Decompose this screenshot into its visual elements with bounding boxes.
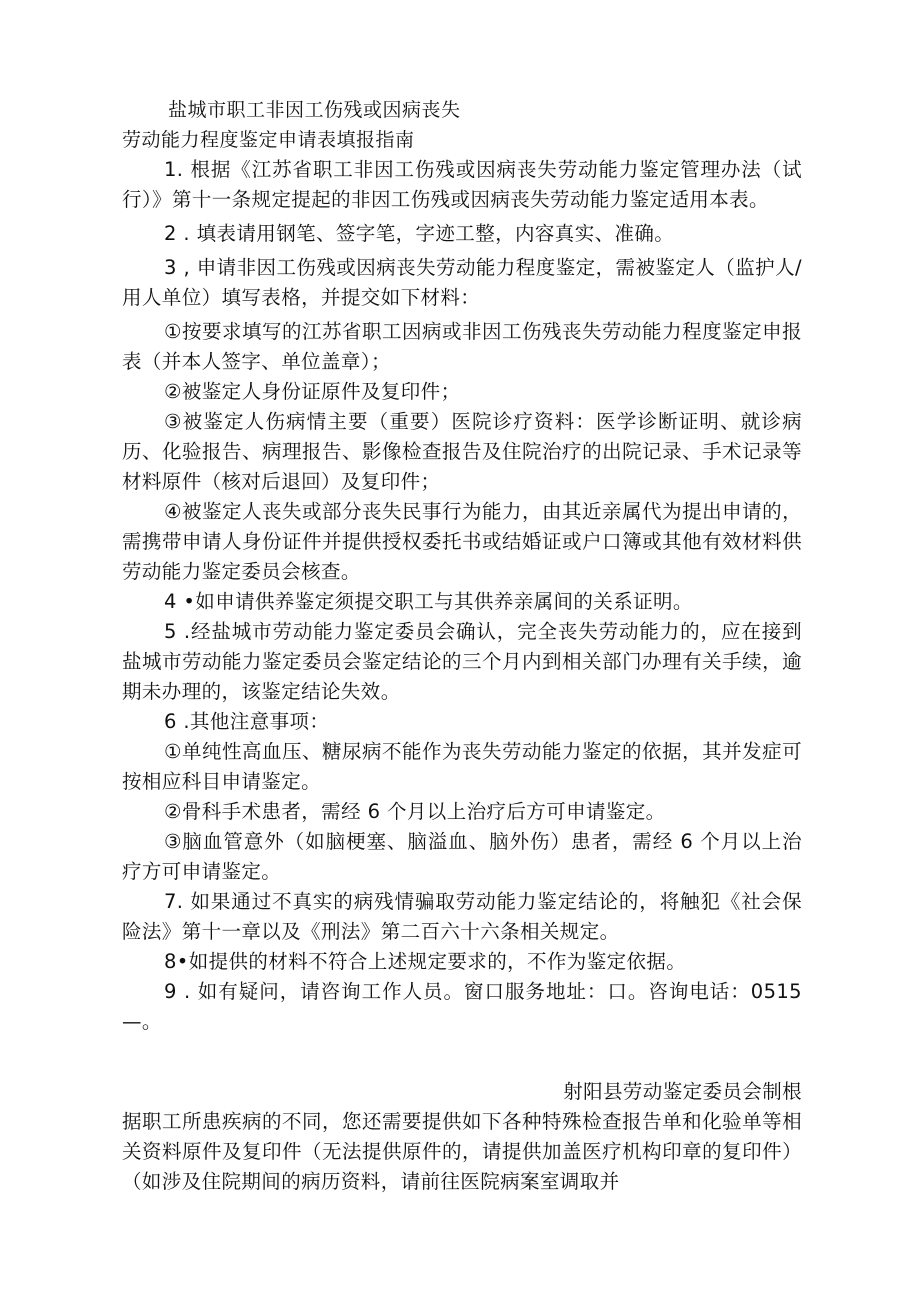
document-page <box>122 95 802 1197</box>
paragraph-item-9: 9 . 如有疑问，请咨询工作人员。窗口服务地址：口。咨询电话：0515—。 <box>122 980 802 1033</box>
paragraph-material-4: ④被鉴定人丧失或部分丧失民事行为能力，由其近亲属代为提出申请的，需携带申请人身份证件并提供授权委托书或结婚证或户口簿或其他有效材料供劳动能力鉴定委员会核查。 <box>122 500 802 583</box>
paragraph-material-1: ①按要求填写的江苏省职工因病或非因工伤残丧失劳动能力程度鉴定申报表（并本人签字、单位盖章）； <box>122 320 802 373</box>
paragraph-item-5: 5 .经盐城市劳动能力鉴定委员会确认，完全丧失劳动能力的，应在接到盐城市劳动能力鉴定委员会鉴定结论的三个月内到相关部门办理有关手续，逾期未办理的，该鉴定结论失效。 <box>122 620 802 703</box>
paragraph-item-1: 1. 根据《江苏省职工非因工伤残或因病丧失劳动能力鉴定管理办法（试行）》第十一条规定提起的非因工伤残或因病丧失劳动能力鉴定适用本表。 <box>122 158 802 211</box>
paragraph-note-2: ②骨科手术患者，需经 6 个月以上治疗后方可申请鉴定。 <box>164 800 666 823</box>
closing-section <box>122 1077 802 1197</box>
closing-organization: 射阳县劳动鉴定委员会制根 <box>563 1080 802 1103</box>
paragraph-note-3: ③脑血管意外（如脑梗塞、脑溢血、脑外伤）患者，需经 6 个月以上治疗方可申请鉴定。 <box>122 830 802 883</box>
paragraph-item-6: 6 .其他注意事项： <box>164 710 330 733</box>
paragraph-item-4: 4 •如申请供养鉴定须提交职工与其供养亲属间的关系证明。 <box>164 590 693 613</box>
paragraph-material-3: ③被鉴定人伤病情主要（重要）医院诊疗资料：医学诊断证明、就诊病历、化验报告、病理报告、影像检查报告及住院治疗的出院记录、手术记录等材料原件（核对后退回）及复印件； <box>122 410 802 493</box>
paragraph-material-2: ②被鉴定人身份证原件及复印件； <box>164 380 461 403</box>
paragraph-item-8: 8•如提供的材料不符合上述规定要求的，不作为鉴定依据。 <box>164 950 687 973</box>
title-line-2: 劳动能力程度鉴定申请表填报指南 <box>122 129 415 151</box>
paragraph-note-1: ①单纯性高血压、糖尿病不能作为丧失劳动能力鉴定的依据，其并发症可按相应科目申请鉴定。 <box>122 740 802 793</box>
paragraph-item-2: 2 . 填表请用钢笔、签字笔，字迹工整，内容真实、准确。 <box>164 222 675 245</box>
title-line-1: 盐城市职工非因工伤残或因病丧失 <box>168 99 461 121</box>
paragraph-item-7: 7. 如果通过不真实的病残情骗取劳动能力鉴定结论的，将触犯《社会保险法》第十一章以及《刑法》第二百六十六条相关规定。 <box>122 890 802 943</box>
closing-text: 据职工所患疾病的不同，您还需要提供如下各种特殊检查报告单和化验单等相关资料原件及复印件（无法提供原件的，请提供加盖医疗机构印章的复印件）（如涉及住院期间的病历资料，请前往医院病案室调取并 <box>122 1110 802 1193</box>
paragraph-item-3: 3 , 申请非因工伤残或因病丧失劳动能力程度鉴定，需被鉴定人（监护人/用人单位）填写表格，并提交如下材料： <box>122 256 802 309</box>
